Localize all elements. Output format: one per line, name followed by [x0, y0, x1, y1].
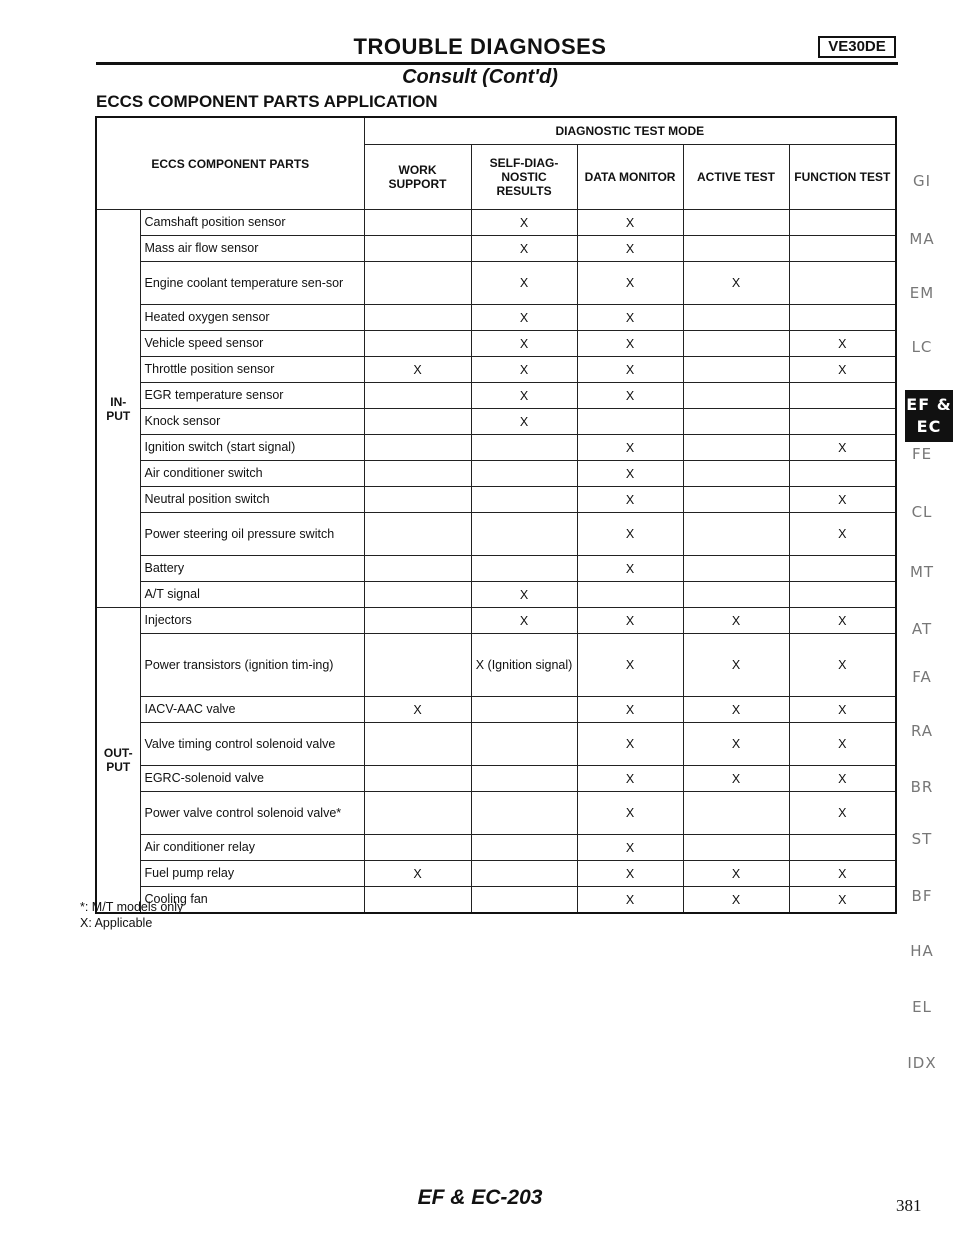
mode-cell [364, 792, 471, 835]
mode-cell [471, 556, 577, 582]
mode-cell: X [577, 305, 683, 331]
section-tab[interactable]: IDX [907, 1054, 937, 1072]
component-name: Neutral position switch [140, 487, 364, 513]
mode-cell [683, 582, 789, 608]
section-tab[interactable]: RA [910, 722, 934, 740]
mode-cell [683, 383, 789, 409]
mode-cell [471, 835, 577, 861]
mode-cell: X [683, 697, 789, 723]
mode-cell [683, 513, 789, 556]
table-row [96, 461, 896, 487]
section-tab[interactable]: CL [911, 503, 933, 521]
table-row [96, 236, 896, 262]
mode-cell: X [577, 723, 683, 766]
mode-cell [789, 582, 896, 608]
table-row [96, 435, 896, 461]
mode-cell [364, 582, 471, 608]
mode-cell: X [789, 861, 896, 887]
mode-cell: X [577, 513, 683, 556]
mode-cell: X [577, 331, 683, 357]
group-label: OUT-PUT [96, 608, 140, 914]
column-header: FUNCTION TEST [789, 145, 896, 210]
component-name: Injectors [140, 608, 364, 634]
mode-cell: X [577, 861, 683, 887]
mode-cell: X [789, 357, 896, 383]
component-name: Heated oxygen sensor [140, 305, 364, 331]
mode-cell [364, 383, 471, 409]
mode-cell: X [471, 305, 577, 331]
mode-cell [471, 513, 577, 556]
component-name: Power steering oil pressure switch [140, 513, 364, 556]
mode-cell: X [471, 357, 577, 383]
component-application-table [95, 116, 897, 914]
table-row [96, 835, 896, 861]
section-tab[interactable]: BR [910, 778, 934, 796]
table-row [96, 634, 896, 697]
mode-group-header: DIAGNOSTIC TEST MODE [364, 117, 896, 145]
mode-cell [364, 305, 471, 331]
mode-cell: X [577, 835, 683, 861]
mode-cell: X [577, 236, 683, 262]
component-name: Vehicle speed sensor [140, 331, 364, 357]
section-tab[interactable]: BF [911, 887, 933, 905]
section-tab[interactable]: GI [912, 172, 932, 190]
mode-cell: X [577, 608, 683, 634]
section-tab[interactable]: EM [909, 284, 935, 302]
component-name: Camshaft position sensor [140, 210, 364, 236]
component-name: Knock sensor [140, 409, 364, 435]
mode-cell [364, 608, 471, 634]
mode-cell: X [471, 236, 577, 262]
mode-cell: X [471, 383, 577, 409]
component-name: Air conditioner relay [140, 835, 364, 861]
column-header: SELF-DIAG-NOSTIC RESULTS [471, 145, 577, 210]
mode-cell [683, 210, 789, 236]
component-name: Fuel pump relay [140, 861, 364, 887]
mode-cell [683, 487, 789, 513]
mode-cell: X [683, 723, 789, 766]
mode-cell: X [577, 461, 683, 487]
mode-cell [364, 723, 471, 766]
component-name: Power transistors (ignition tim-ing) [140, 634, 364, 697]
section-tab[interactable]: AT [911, 620, 933, 638]
mode-cell [364, 513, 471, 556]
component-name: Battery [140, 556, 364, 582]
section-tab[interactable]: MT [909, 563, 935, 581]
section-tab[interactable]: HA [910, 942, 934, 960]
mode-cell: X [577, 887, 683, 914]
mode-cell: X [789, 435, 896, 461]
section-tab[interactable]: FE [911, 445, 933, 463]
table-row [96, 792, 896, 835]
mode-cell: X [789, 487, 896, 513]
table-row [96, 766, 896, 792]
table-row [96, 861, 896, 887]
page-subtitle: Consult (Cont'd) [402, 66, 558, 88]
mode-cell: X [683, 634, 789, 697]
mode-cell: X [683, 861, 789, 887]
mode-cell [789, 305, 896, 331]
mode-cell [364, 236, 471, 262]
section-tab[interactable]: MA [909, 230, 935, 248]
mode-cell [471, 861, 577, 887]
mode-cell [471, 766, 577, 792]
mode-cell: X [683, 766, 789, 792]
mode-cell [789, 210, 896, 236]
footnote-applicable: X: Applicable [80, 916, 153, 930]
mode-cell: X [471, 409, 577, 435]
table-row [96, 409, 896, 435]
mode-cell [789, 236, 896, 262]
mode-cell: X (Ignition signal) [471, 634, 577, 697]
table-row [96, 305, 896, 331]
mode-cell [364, 766, 471, 792]
section-tab[interactable]: ST [911, 830, 933, 848]
mode-cell [364, 634, 471, 697]
mode-cell [683, 461, 789, 487]
component-name: Cooling fan [140, 887, 364, 914]
mode-cell [789, 383, 896, 409]
footnote-mt: *: M/T models only [80, 900, 184, 914]
table-row [96, 582, 896, 608]
table-row [96, 210, 896, 236]
mode-cell: X [789, 766, 896, 792]
mode-cell [683, 435, 789, 461]
page-title: TROUBLE DIAGNOSES [353, 34, 607, 59]
mode-cell [683, 835, 789, 861]
mode-cell: X [789, 723, 896, 766]
mode-cell [789, 409, 896, 435]
column-header: ACTIVE TEST [683, 145, 789, 210]
component-name: EGR temperature sensor [140, 383, 364, 409]
component-name: EGRC-solenoid valve [140, 766, 364, 792]
mode-cell [789, 835, 896, 861]
mode-cell: X [577, 766, 683, 792]
mode-cell [471, 887, 577, 914]
mode-cell: X [471, 262, 577, 305]
mode-cell: X [577, 487, 683, 513]
page-number: 381 [896, 1196, 922, 1215]
table-row [96, 556, 896, 582]
table-row [96, 331, 896, 357]
mode-cell: X [577, 262, 683, 305]
footnotes [80, 899, 183, 931]
mode-cell: X [789, 331, 896, 357]
component-name: Throttle position sensor [140, 357, 364, 383]
mode-cell [471, 792, 577, 835]
mode-cell [683, 409, 789, 435]
mode-cell [364, 409, 471, 435]
mode-cell [364, 262, 471, 305]
component-name: Valve timing control solenoid valve [140, 723, 364, 766]
mode-cell: X [471, 210, 577, 236]
mode-cell: X [577, 357, 683, 383]
mode-cell: X [471, 608, 577, 634]
component-name: A/T signal [140, 582, 364, 608]
mode-cell [364, 331, 471, 357]
mode-cell [789, 461, 896, 487]
mode-cell [683, 556, 789, 582]
mode-cell [789, 556, 896, 582]
mode-cell: X [577, 792, 683, 835]
mode-cell: X [683, 262, 789, 305]
mode-cell: X [789, 697, 896, 723]
section-heading: ECCS COMPONENT PARTS APPLICATION [96, 92, 438, 111]
mode-cell: X [577, 383, 683, 409]
section-tab[interactable]: EF & EC [905, 390, 953, 442]
table-row [96, 513, 896, 556]
mode-cell [364, 461, 471, 487]
mode-cell: X [577, 435, 683, 461]
mode-cell: X [789, 792, 896, 835]
table-row [96, 383, 896, 409]
engine-badge: VE30DE [818, 36, 896, 58]
corner-header: ECCS COMPONENT PARTS [96, 117, 364, 210]
mode-cell: X [471, 582, 577, 608]
column-header: WORK SUPPORT [364, 145, 471, 210]
section-tab[interactable]: EL [912, 998, 932, 1016]
mode-cell [364, 556, 471, 582]
table-row [96, 357, 896, 383]
component-name: Ignition switch (start signal) [140, 435, 364, 461]
mode-cell [364, 887, 471, 914]
mode-cell: X [577, 210, 683, 236]
component-name: Air conditioner switch [140, 461, 364, 487]
mode-cell: X [683, 887, 789, 914]
mode-cell [364, 835, 471, 861]
component-name: Mass air flow sensor [140, 236, 364, 262]
mode-cell: X [364, 357, 471, 383]
mode-cell: X [471, 331, 577, 357]
column-header: DATA MONITOR [577, 145, 683, 210]
section-tab[interactable]: FA [912, 668, 932, 686]
mode-cell [683, 357, 789, 383]
mode-cell [471, 697, 577, 723]
mode-cell: X [577, 697, 683, 723]
mode-cell [471, 487, 577, 513]
header-rule [96, 62, 898, 65]
mode-cell [471, 461, 577, 487]
mode-cell: X [789, 513, 896, 556]
mode-cell: X [364, 861, 471, 887]
table-row [96, 887, 896, 914]
mode-cell: X [577, 556, 683, 582]
mode-cell [683, 792, 789, 835]
mode-cell [577, 409, 683, 435]
mode-cell [471, 723, 577, 766]
table-row [96, 487, 896, 513]
mode-cell: X [789, 634, 896, 697]
mode-cell [364, 487, 471, 513]
component-name: IACV-AAC valve [140, 697, 364, 723]
mode-cell: X [789, 887, 896, 914]
table-row [96, 262, 896, 305]
mode-cell [471, 435, 577, 461]
page-code: EF & EC-203 [417, 1186, 543, 1209]
component-name: Power valve control solenoid valve* [140, 792, 364, 835]
mode-cell [577, 582, 683, 608]
mode-cell [683, 236, 789, 262]
mode-cell [683, 331, 789, 357]
table-row [96, 697, 896, 723]
table-row [96, 608, 896, 634]
mode-cell [364, 435, 471, 461]
section-tab[interactable]: LC [911, 338, 933, 356]
table-row [96, 723, 896, 766]
mode-cell: X [364, 697, 471, 723]
group-label: IN-PUT [96, 210, 140, 608]
mode-cell: X [789, 608, 896, 634]
component-name: Engine coolant temperature sen-sor [140, 262, 364, 305]
mode-cell: X [577, 634, 683, 697]
mode-cell [683, 305, 789, 331]
mode-cell: X [683, 608, 789, 634]
mode-cell [364, 210, 471, 236]
mode-cell [789, 262, 896, 305]
